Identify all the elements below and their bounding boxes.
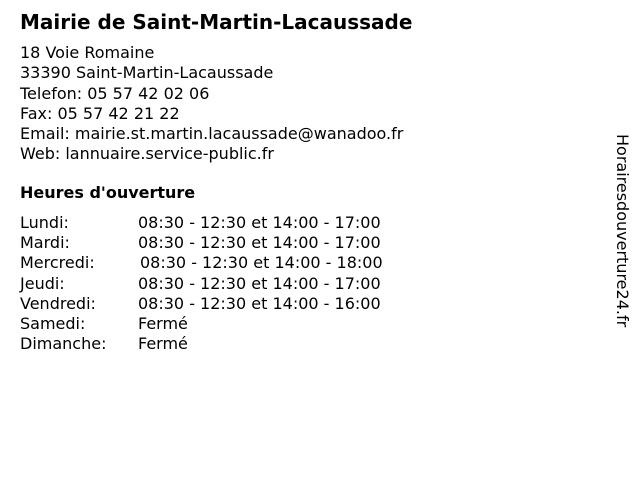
hours-day: Jeudi: [20, 273, 65, 293]
hours-day: Mercredi: [20, 253, 95, 273]
hours-time: Fermé [138, 313, 188, 333]
page-title: Mairie de Saint-Martin-Lacaussade [20, 10, 413, 34]
hours-time: 08:30 - 12:30 et 14:00 - 18:00 [140, 253, 383, 273]
hours-time: 08:30 - 12:30 et 14:00 - 17:00 [138, 233, 381, 253]
hours-day: Samedi: [20, 313, 86, 333]
fax-line: Fax: 05 57 42 21 22 [20, 103, 180, 123]
hours-day: Lundi: [20, 213, 69, 232]
contact-block [20, 43, 403, 165]
hours-day: Vendredi: [20, 293, 96, 313]
site-watermark: Horairesdouverture24.fr [613, 134, 632, 328]
hours-time: 08:30 - 12:30 et 14:00 - 17:00 [138, 273, 381, 293]
hours-day: Dimanche: [20, 334, 107, 354]
hours-time: 08:30 - 12:30 et 14:00 - 16:00 [138, 293, 381, 313]
hours-heading: Heures d'ouverture [20, 183, 196, 202]
phone-line: Telefon: 05 57 42 02 06 [20, 83, 210, 103]
hours-day: Mardi: [20, 233, 70, 253]
hours-time: 08:30 - 12:30 et 14:00 - 17:00 [138, 213, 381, 232]
email-line: Email: mairie.st.martin.lacaussade@wanadoo.fr [20, 124, 404, 144]
address-street: 18 Voie Romaine [20, 43, 155, 62]
hours-time: Fermé [138, 334, 188, 354]
address-city: 33390 Saint-Martin-Lacaussade [20, 63, 274, 83]
web-line: Web: lannuaire.service-public.fr [20, 144, 274, 164]
